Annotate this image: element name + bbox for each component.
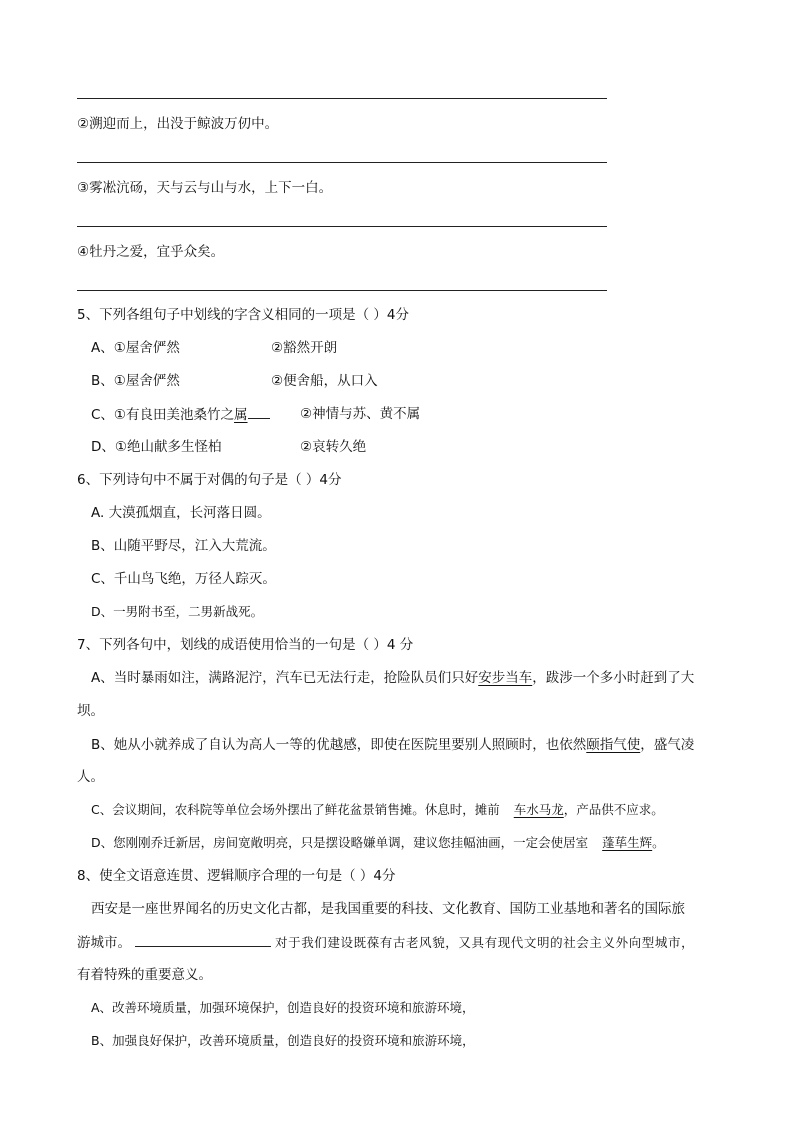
- q5-option-c-underlined: 属: [234, 407, 248, 423]
- q7-option-b-idiom: 颐指气使: [586, 737, 641, 753]
- q8-passage-text-end: 对于我们建设既葆有古老风貌，又具有现代文明的社会主义外向型城市，: [275, 935, 695, 950]
- answer-line-3: [77, 226, 607, 227]
- q7-option-a-continued: 坝。: [77, 703, 104, 719]
- q7-option-b: [91, 735, 694, 755]
- q7-option-d: [91, 833, 665, 853]
- q6-option-d: D、一男附书至，二男新战死。: [91, 604, 264, 619]
- q6-option-c: C、千山鸟飞绝，万径人踪灭。: [91, 571, 276, 587]
- q7-option-a-text-end: ，跋涉一个多小时赶到了大: [532, 670, 695, 686]
- translation-item-4: ④牡丹之爱，宜乎众矣。: [77, 244, 225, 260]
- answer-line-4: [77, 290, 607, 291]
- q5-option-c-left: [91, 404, 270, 425]
- q5-option-c-text: C、①有良田美池桑竹之: [91, 407, 235, 423]
- translation-item-2: ②溯迎而上，出没于鲸波万仞中。: [77, 116, 279, 132]
- q6-option-a: A. 大漠孤烟直，长河落日圆。: [91, 505, 271, 521]
- q5-option-d-right: ②哀转久绝: [300, 439, 367, 455]
- q7-option-b-text-end: ，盛气凌: [640, 737, 695, 753]
- question-7-stem: 7、下列各句中，划线的成语使用恰当的一句是（ ）4 分: [77, 637, 414, 653]
- q7-option-c: [91, 800, 664, 820]
- q5-option-c-blank: [248, 404, 270, 419]
- q8-option-a: A、改善环境质量，加强环境保护，创造良好的投资环境和旅游环境，: [91, 1000, 475, 1015]
- q7-option-d-text: D、您刚刚乔迁新居，房间宽敞明亮，只是摆设略嫌单调，建议您挂幅油画，一定会使居室: [91, 835, 589, 850]
- q6-option-b: B、山随平野尽，江入大荒流。: [91, 538, 276, 554]
- q5-option-a-right: ②豁然开朗: [271, 340, 338, 356]
- q7-option-b-continued: 人。: [77, 769, 104, 785]
- question-5-stem: 5、下列各组句子中划线的字含义相同的一项是（ ）4分: [77, 307, 409, 323]
- q5-option-b-right: ②便舍船，从口入: [271, 373, 378, 389]
- q8-answer-blank[interactable]: [135, 932, 271, 947]
- q7-option-a: [91, 668, 694, 688]
- q5-option-a-left: A、①屋舍俨然: [91, 340, 180, 356]
- q5-option-b-left: B、①屋舍俨然: [91, 373, 180, 389]
- q8-passage-line-1: 西安是一座世界闻名的历史文化古都，是我国重要的科技、文化教育、国防工业基地和著名的国际旅: [91, 901, 685, 917]
- q8-passage-line-3: 有着特殊的重要意义。: [77, 967, 212, 983]
- answer-line-1: [77, 98, 607, 99]
- q8-passage-text: 游城市。: [77, 935, 131, 951]
- question-8-stem: 8、使全文语意连贯、逻辑顺序合理的一句是（ ）4分: [77, 868, 396, 884]
- q5-option-c-right: ②神情与苏、黄不属: [300, 406, 421, 422]
- q7-option-c-idiom: 车水马龙: [513, 802, 564, 817]
- question-6-stem: 6、下列诗句中不属于对偶的句子是（ ）4分: [77, 472, 342, 488]
- answer-line-2: [77, 162, 607, 163]
- q7-option-a-text: A、当时暴雨如注，满路泥泞，汽车已无法行走，抢险队员们只好: [91, 670, 479, 686]
- q5-option-d-left: D、①绝山献多生怪柏: [91, 439, 222, 455]
- q8-passage-line-2: [77, 932, 694, 953]
- translation-item-3: ③雾凇沆砀，天与云与山与水，上下一白。: [77, 180, 333, 196]
- q8-option-b: B、加强良好保护，改善环境质量，创造良好的投资环境和旅游环境，: [91, 1033, 475, 1048]
- q7-option-d-idiom: 蓬荜生辉: [602, 835, 653, 850]
- q7-option-b-text: B、她从小就养成了自认为高人一等的优越感，即使在医院里要别人照顾时，也依然: [91, 737, 587, 753]
- q7-option-c-text: C、会议期间，农科院等单位会场外摆出了鲜花盆景销售摊。休息时，摊前: [91, 802, 500, 817]
- q7-option-c-text-end: ，产品供不应求。: [563, 802, 664, 817]
- q7-option-a-idiom: 安步当车: [478, 670, 533, 686]
- q7-option-d-text-end: 。: [652, 835, 665, 850]
